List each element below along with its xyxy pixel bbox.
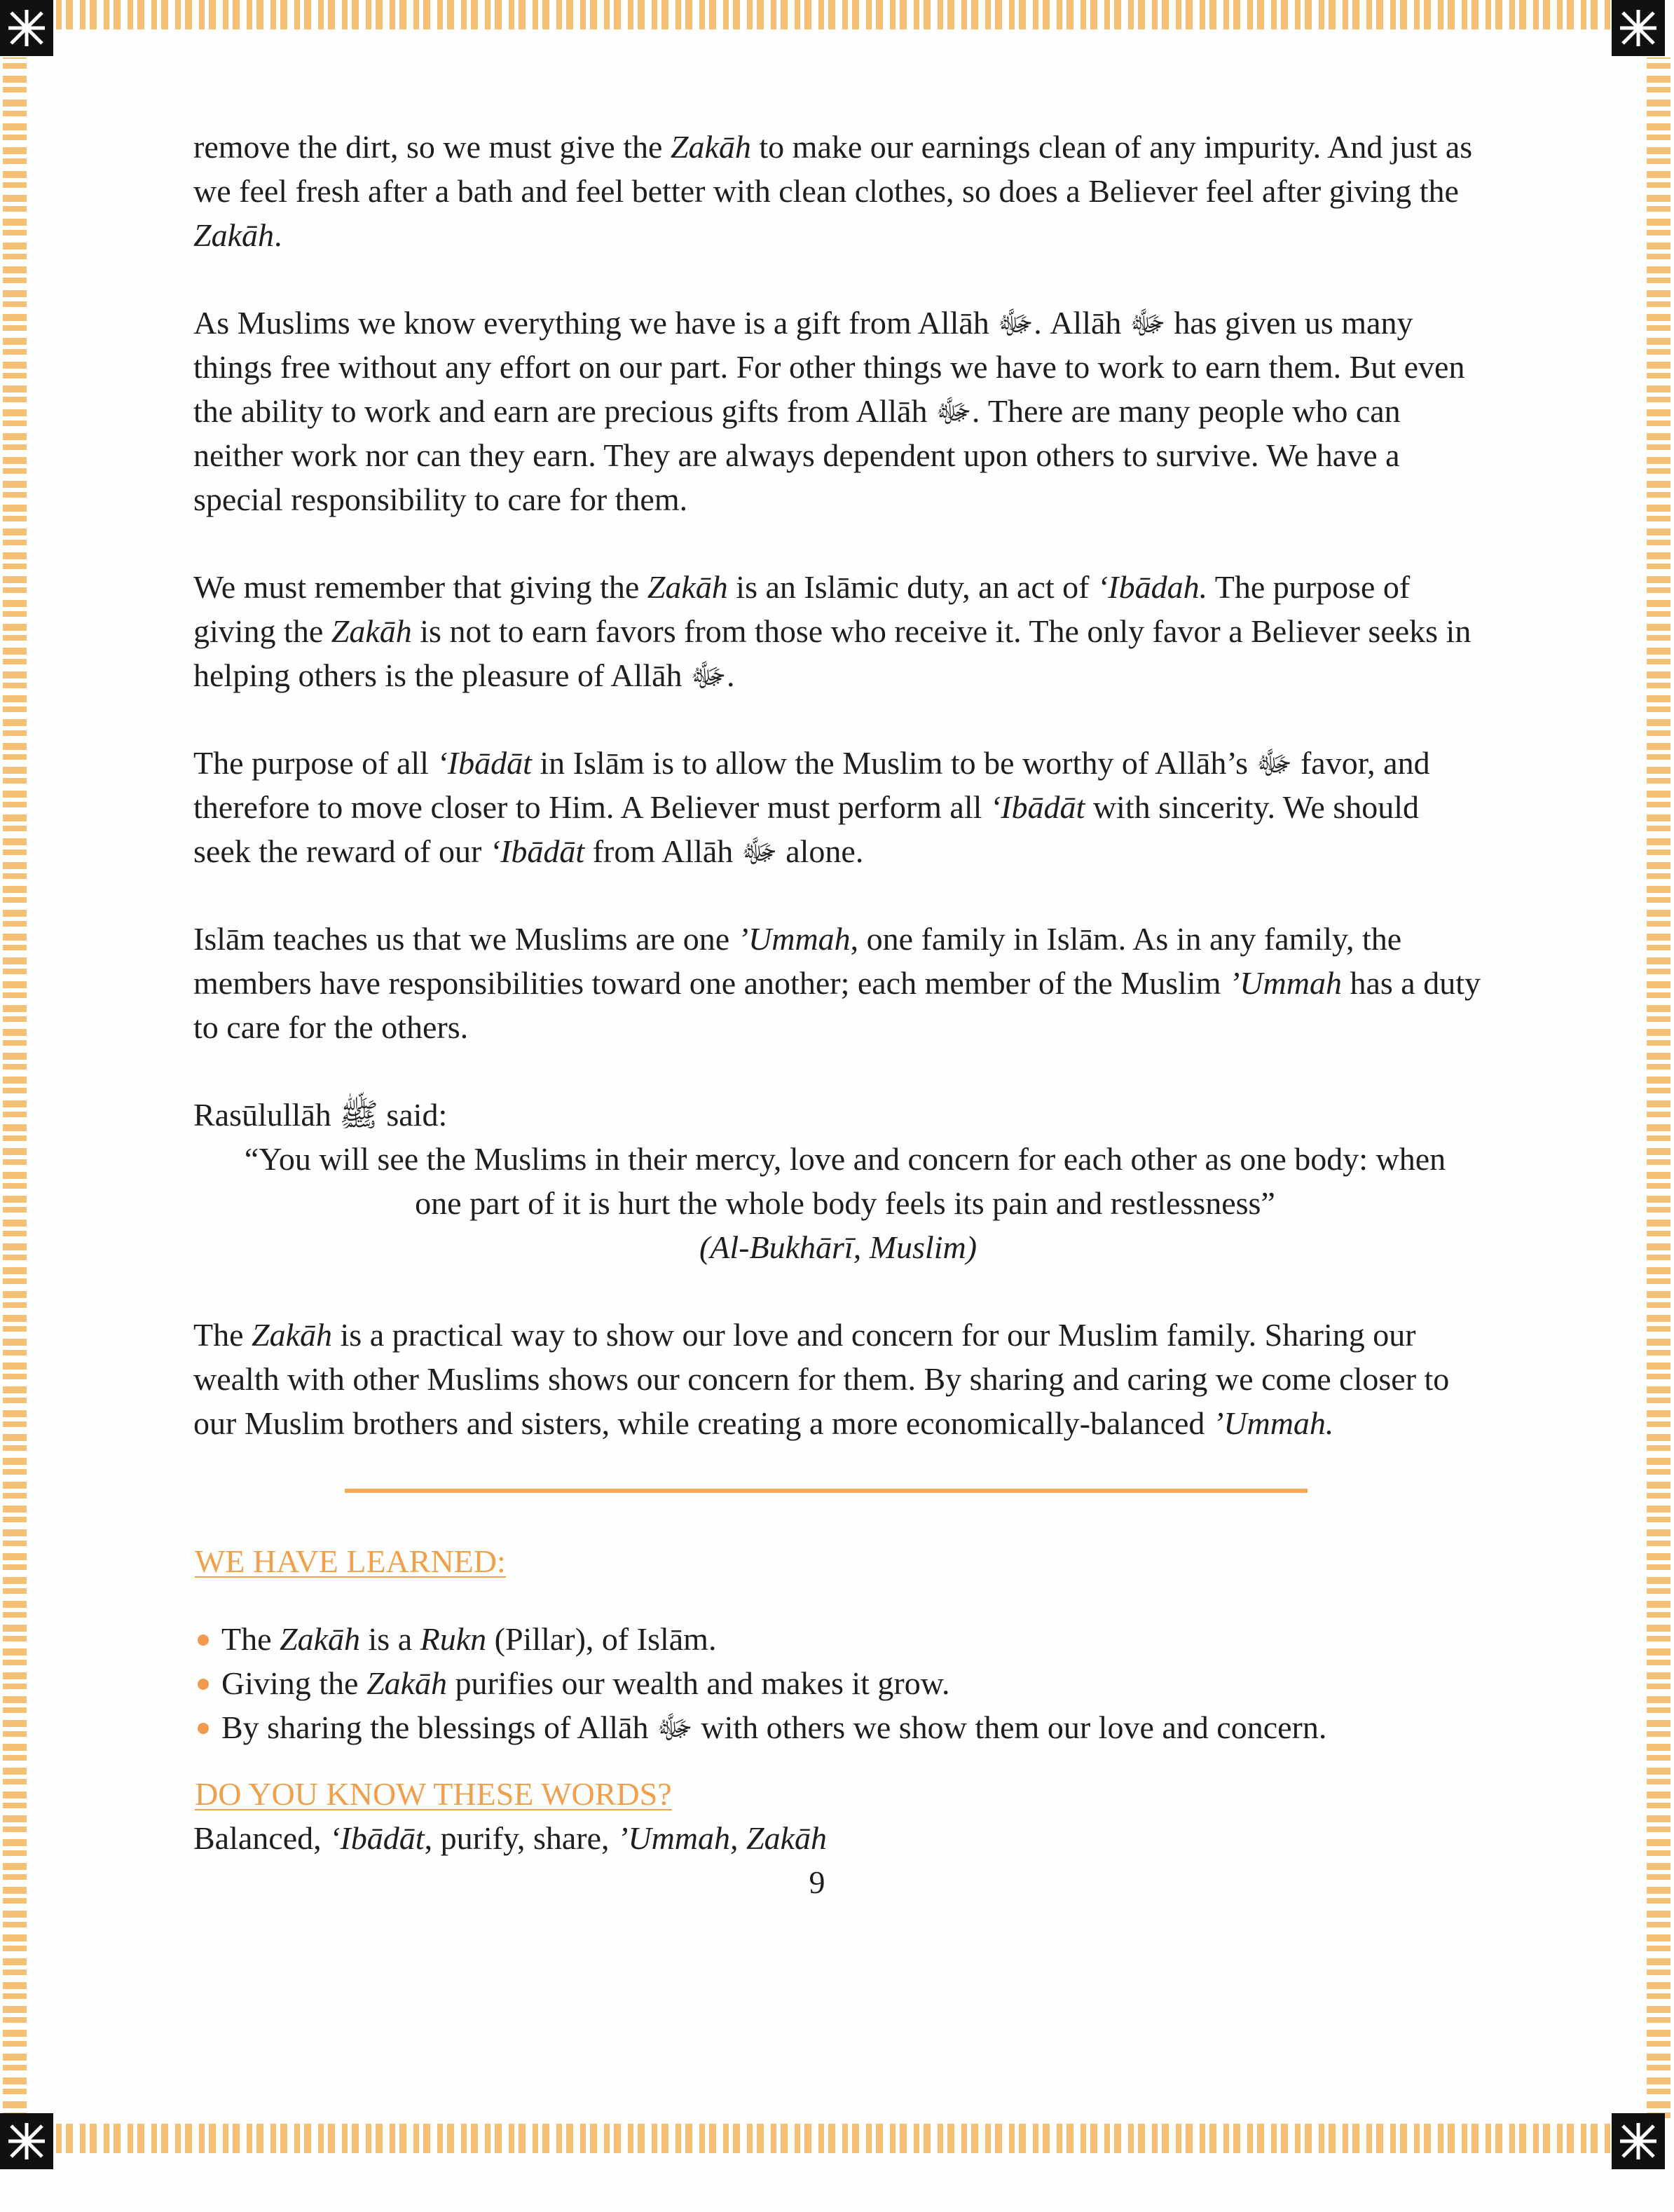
paragraph-5: Islām teaches us that we Muslims are one ’Ummah, one family in Islām. As in any family, the members have responsibilities toward one another; each member of the Muslim ’Ummah has a duty to care for the others. [193, 921, 1481, 1045]
border-right [1647, 57, 1670, 2118]
page-number: 9 [809, 1864, 825, 1900]
learned-heading: WE HAVE LEARNED: [195, 1543, 506, 1579]
quote-citation: (Al-Bukhārī, Muslim) [699, 1229, 977, 1265]
bullet-icon [198, 1634, 209, 1646]
border-bottom [56, 2124, 1618, 2153]
bullet-icon [198, 1723, 209, 1734]
corner-ornament-icon [1612, 0, 1665, 56]
words-heading: DO YOU KNOW THESE WORDS? [195, 1776, 672, 1812]
paragraph-2: As Muslims we know everything we have is a gift from Allāh ﷻ. Allāh ﷻ has given us many things free without any effort on our part. For other things we have to work to earn them. But even the ability to work and earn are precious gifts from Allāh ﷻ. There are many people who can neither work nor can they earn. They are always dependent upon others to survive. We have a special responsibility to care for them. [193, 305, 1465, 517]
corner-ornament-icon [0, 0, 53, 56]
bullet-icon [198, 1679, 209, 1690]
corner-ornament-icon [1612, 2113, 1665, 2169]
hadith-quote [193, 1093, 1483, 1269]
border-top [56, 0, 1618, 29]
list-item: Giving the Zakāh purifies our wealth and makes it grow. [193, 1661, 1483, 1705]
paragraph-1: remove the dirt, so we must give the Zakāh to make our earnings clean of any impurity. And just as we feel fresh after a bath and feel better with clean clothes, so does a Believer feel after giving the Zakāh. [193, 129, 1473, 253]
page-content [193, 125, 1483, 1904]
vocabulary-list: Balanced, ‘Ibādāt, purify, share, ’Ummah, Zakāh [193, 1820, 828, 1856]
quote-intro: Rasūlullāh ﷺ said: [193, 1097, 448, 1133]
border-left [3, 57, 27, 2118]
quote-text: “You will see the Muslims in their mercy, love and concern for each other as one body: when one part of it is hurt the whole body feels its pain and restlessness” [244, 1141, 1446, 1221]
list-item: By sharing the blessings of Allāh ﷻ with others we show them our love and concern. [193, 1705, 1483, 1749]
paragraph-3: We must remember that giving the Zakāh is an Islāmic duty, an act of ‘Ibādah. The purpose of giving the Zakāh is not to earn favors from those who receive it. The only favor a Believer seeks in helping others is the pleasure of Allāh ﷻ. [193, 569, 1471, 693]
section-divider [345, 1489, 1308, 1493]
corner-ornament-icon [0, 2113, 53, 2169]
paragraph-6: The Zakāh is a practical way to show our love and concern for our Muslim family. Sharing our wealth with other Muslims shows our concern for them. By sharing and caring we come closer to our Muslim brothers and sisters, while creating a more economically-balanced ’Ummah. [193, 1317, 1450, 1441]
learned-list [193, 1617, 1483, 1749]
paragraph-4: The purpose of all ‘Ibādāt in Islām is to allow the Muslim to be worthy of Allāh’s ﷻ favor, and therefore to move closer to Him. A Believer must perform all ‘Ibādāt with sincerity. We should seek the reward of our ‘Ibādāt from Allāh ﷻ alone. [193, 745, 1430, 869]
list-item: The Zakāh is a Rukn (Pillar), of Islām. [193, 1617, 1483, 1661]
